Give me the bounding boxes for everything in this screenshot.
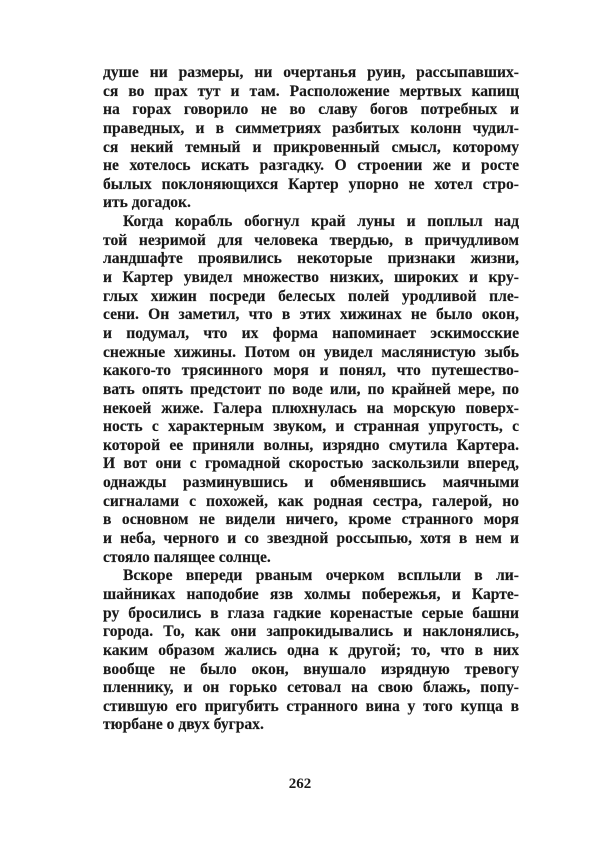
text-line: ить догадок. [103, 194, 191, 212]
text-line: ландшафте проявились некоторые признаки жизни, [103, 250, 519, 268]
text-line: стояло палящее солнце. [103, 548, 271, 566]
text-line: сени. Он заметил, что в этих хижинах не было окон, [103, 306, 519, 324]
text-line: и неба, черного и со звездной россыпью, хотя в нем и [103, 530, 519, 548]
text-line: вообще не было окон, внушало изрядную тревогу [103, 660, 519, 678]
text-line: в основном не видели ничего, кроме странного моря [103, 511, 519, 529]
text-line: какого-то трясинного моря и понял, что путешество- [103, 362, 519, 380]
paragraph [103, 567, 519, 735]
text-line: снежные хижины. Потом он увидел маслянистую зыбь [103, 343, 519, 361]
body-text [103, 64, 519, 735]
text-line: каким образом жались одна к другой; то, что в них [103, 641, 519, 659]
text-line: былых поклоняющихся Картер упорно не хотел стро- [103, 175, 519, 193]
text-line: Вскоре впереди рваным очерком всплыли в ли- [123, 567, 519, 585]
text-line: стившую его пригубить странного вина у того купца в [103, 697, 519, 715]
text-line: сигналами с похожей, как родная сестра, галерой, но [103, 492, 519, 510]
text-line: на горах говорило не во славу богов потребных и [103, 101, 519, 119]
text-line: ся некий темный и прикровенный смысл, которому [103, 138, 519, 156]
text-line: ру бросились в глаза гадкие коренастые серые башни [103, 604, 519, 622]
text-line: ность с характерным звуком, и странная упругость, с [103, 418, 519, 436]
text-line: шайниках наподобие язв холмы побережья, и Карте- [103, 585, 519, 603]
text-line: Когда корабль обогнул край луны и поплыл над [123, 213, 519, 231]
paragraph [103, 213, 519, 567]
text-line: глых хижин посреди белесых полей уродливой пле- [103, 287, 519, 305]
text-line: однажды разминувшись и обменявшись маячными [103, 474, 519, 492]
text-line: праведных, и в симметриях разбитых колонн чудил- [103, 119, 519, 137]
paragraph [103, 64, 519, 213]
page-number: 262 [288, 776, 312, 792]
text-line: ся во прах тут и там. Расположение мертвых капищ [103, 82, 519, 100]
text-line: не хотелось искать разгадку. О строении же и росте [103, 157, 519, 175]
text-line: которой ее приняли волны, изрядно смутила Картера. [103, 436, 519, 454]
text-line: душе ни размеры, ни очертанья руин, рассыпавших- [103, 64, 519, 81]
text-line: пленнику, и он горько сетовал на свою блажь, попу- [103, 679, 519, 697]
text-line: тюрбане о двух буграх. [103, 716, 264, 734]
text-line: и Картер увидел множество низких, широких и кру- [103, 269, 519, 287]
text-line: той незримой для человека твердью, в причудливом [103, 231, 519, 249]
text-line: некоей жиже. Галера плюхнулась на морскую поверх- [103, 399, 519, 417]
text-line: и подумал, что их форма напоминает эскимосские [103, 324, 519, 342]
text-line: вать опять предстоит по воде или, по крайней мере, по [103, 380, 519, 398]
text-line: И вот они с громадной скоростью заскользили вперед, [103, 455, 519, 473]
text-line: города. То, как они запрокидывались и наклонялись, [103, 623, 519, 641]
